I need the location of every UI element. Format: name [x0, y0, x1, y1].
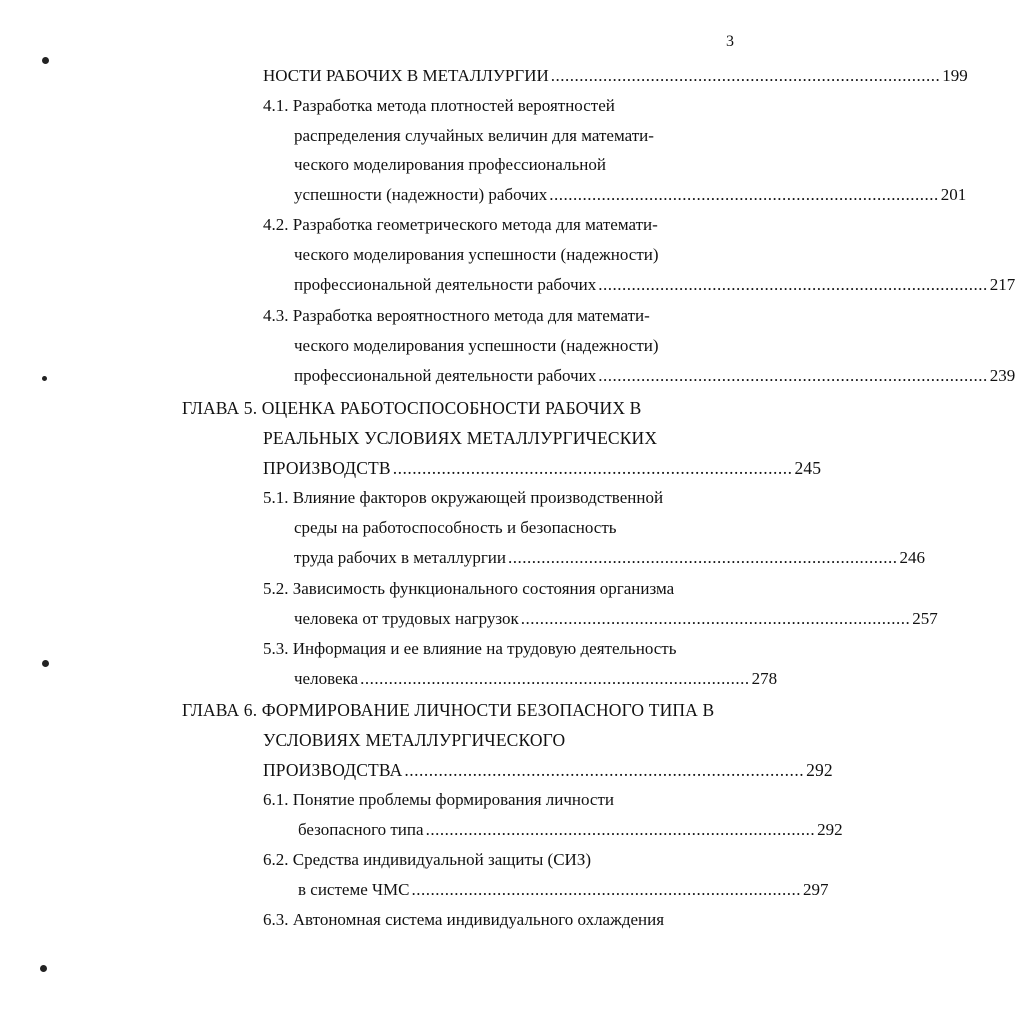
chapter-heading: ГЛАВА 5. ОЦЕНКА РАБОТОСПОСОБНОСТИ РАБОЧИХ В — [182, 398, 642, 418]
toc-line: 5.2. Зависимость функционального состояния организма — [263, 579, 675, 598]
toc-entry[interactable]: НОСТИ РАБОЧИХ В МЕТАЛЛУРГИИ .................................................................................. 199 — [263, 66, 968, 85]
toc-line: распределения случайных величин для математи- — [294, 126, 654, 145]
toc-entry[interactable]: человека от трудовых нагрузок .................................................................................. 257 — [294, 609, 938, 628]
toc-line: 6.1. Понятие проблемы формирования личности — [263, 790, 614, 809]
page-number: 3 — [726, 33, 734, 50]
chapter-heading: РЕАЛЬНЫХ УСЛОВИЯХ МЕТАЛЛУРГИЧЕСКИХ — [263, 428, 658, 448]
toc-line: среды на работоспособность и безопасность — [294, 518, 617, 537]
toc-entry[interactable]: успешности (надежности) рабочих .................................................................................. 201 — [294, 185, 967, 204]
toc-line: 4.2. Разработка геометрического метода для математи- — [263, 215, 658, 234]
binding-hole — [42, 660, 49, 667]
binding-hole — [40, 965, 47, 972]
chapter-heading: ГЛАВА 6. ФОРМИРОВАНИЕ ЛИЧНОСТИ БЕЗОПАСНОГО ТИПА В — [182, 700, 715, 720]
toc-entry[interactable]: безопасного типа .................................................................................. 292 — [298, 820, 843, 839]
toc-entry[interactable]: человека .................................................................................. 278 — [294, 669, 778, 688]
toc-entry[interactable]: в системе ЧМС .................................................................................. 297 — [298, 880, 829, 899]
toc-entry[interactable]: труда рабочих в металлургии .................................................................................. 246 — [294, 548, 925, 567]
binding-hole — [42, 57, 49, 64]
toc-line: ческого моделирования успешности (надежности) — [294, 245, 659, 264]
toc-entry[interactable]: профессиональной деятельности рабочих .................................................................................. 217 — [294, 275, 1015, 294]
toc-line: 5.1. Влияние факторов окружающей производственной — [263, 488, 664, 507]
toc-entry[interactable]: ПРОИЗВОДСТВ .................................................................................. 245 — [263, 458, 822, 478]
toc-entry[interactable]: профессиональной деятельности рабочих .................................................................................. 239 — [294, 366, 1015, 385]
toc-line: 6.2. Средства индивидуальной защиты (СИЗ) — [263, 850, 592, 869]
toc-line: ческого моделирования успешности (надежности) — [294, 336, 659, 355]
toc-line: 4.1. Разработка метода плотностей вероятностей — [263, 96, 615, 115]
chapter-heading: УСЛОВИЯХ МЕТАЛЛУРГИЧЕСКОГО — [263, 730, 566, 750]
toc-line: 5.3. Информация и ее влияние на трудовую деятельность — [263, 639, 677, 658]
binding-hole — [42, 376, 47, 381]
toc-entry[interactable]: ПРОИЗВОДСТВА .................................................................................. 292 — [263, 760, 833, 780]
toc-line: ческого моделирования профессиональной — [294, 155, 606, 174]
toc-line: 4.3. Разработка вероятностного метода для математи- — [263, 306, 650, 325]
toc-line: 6.3. Автономная система индивидуального охлаждения — [263, 910, 665, 929]
